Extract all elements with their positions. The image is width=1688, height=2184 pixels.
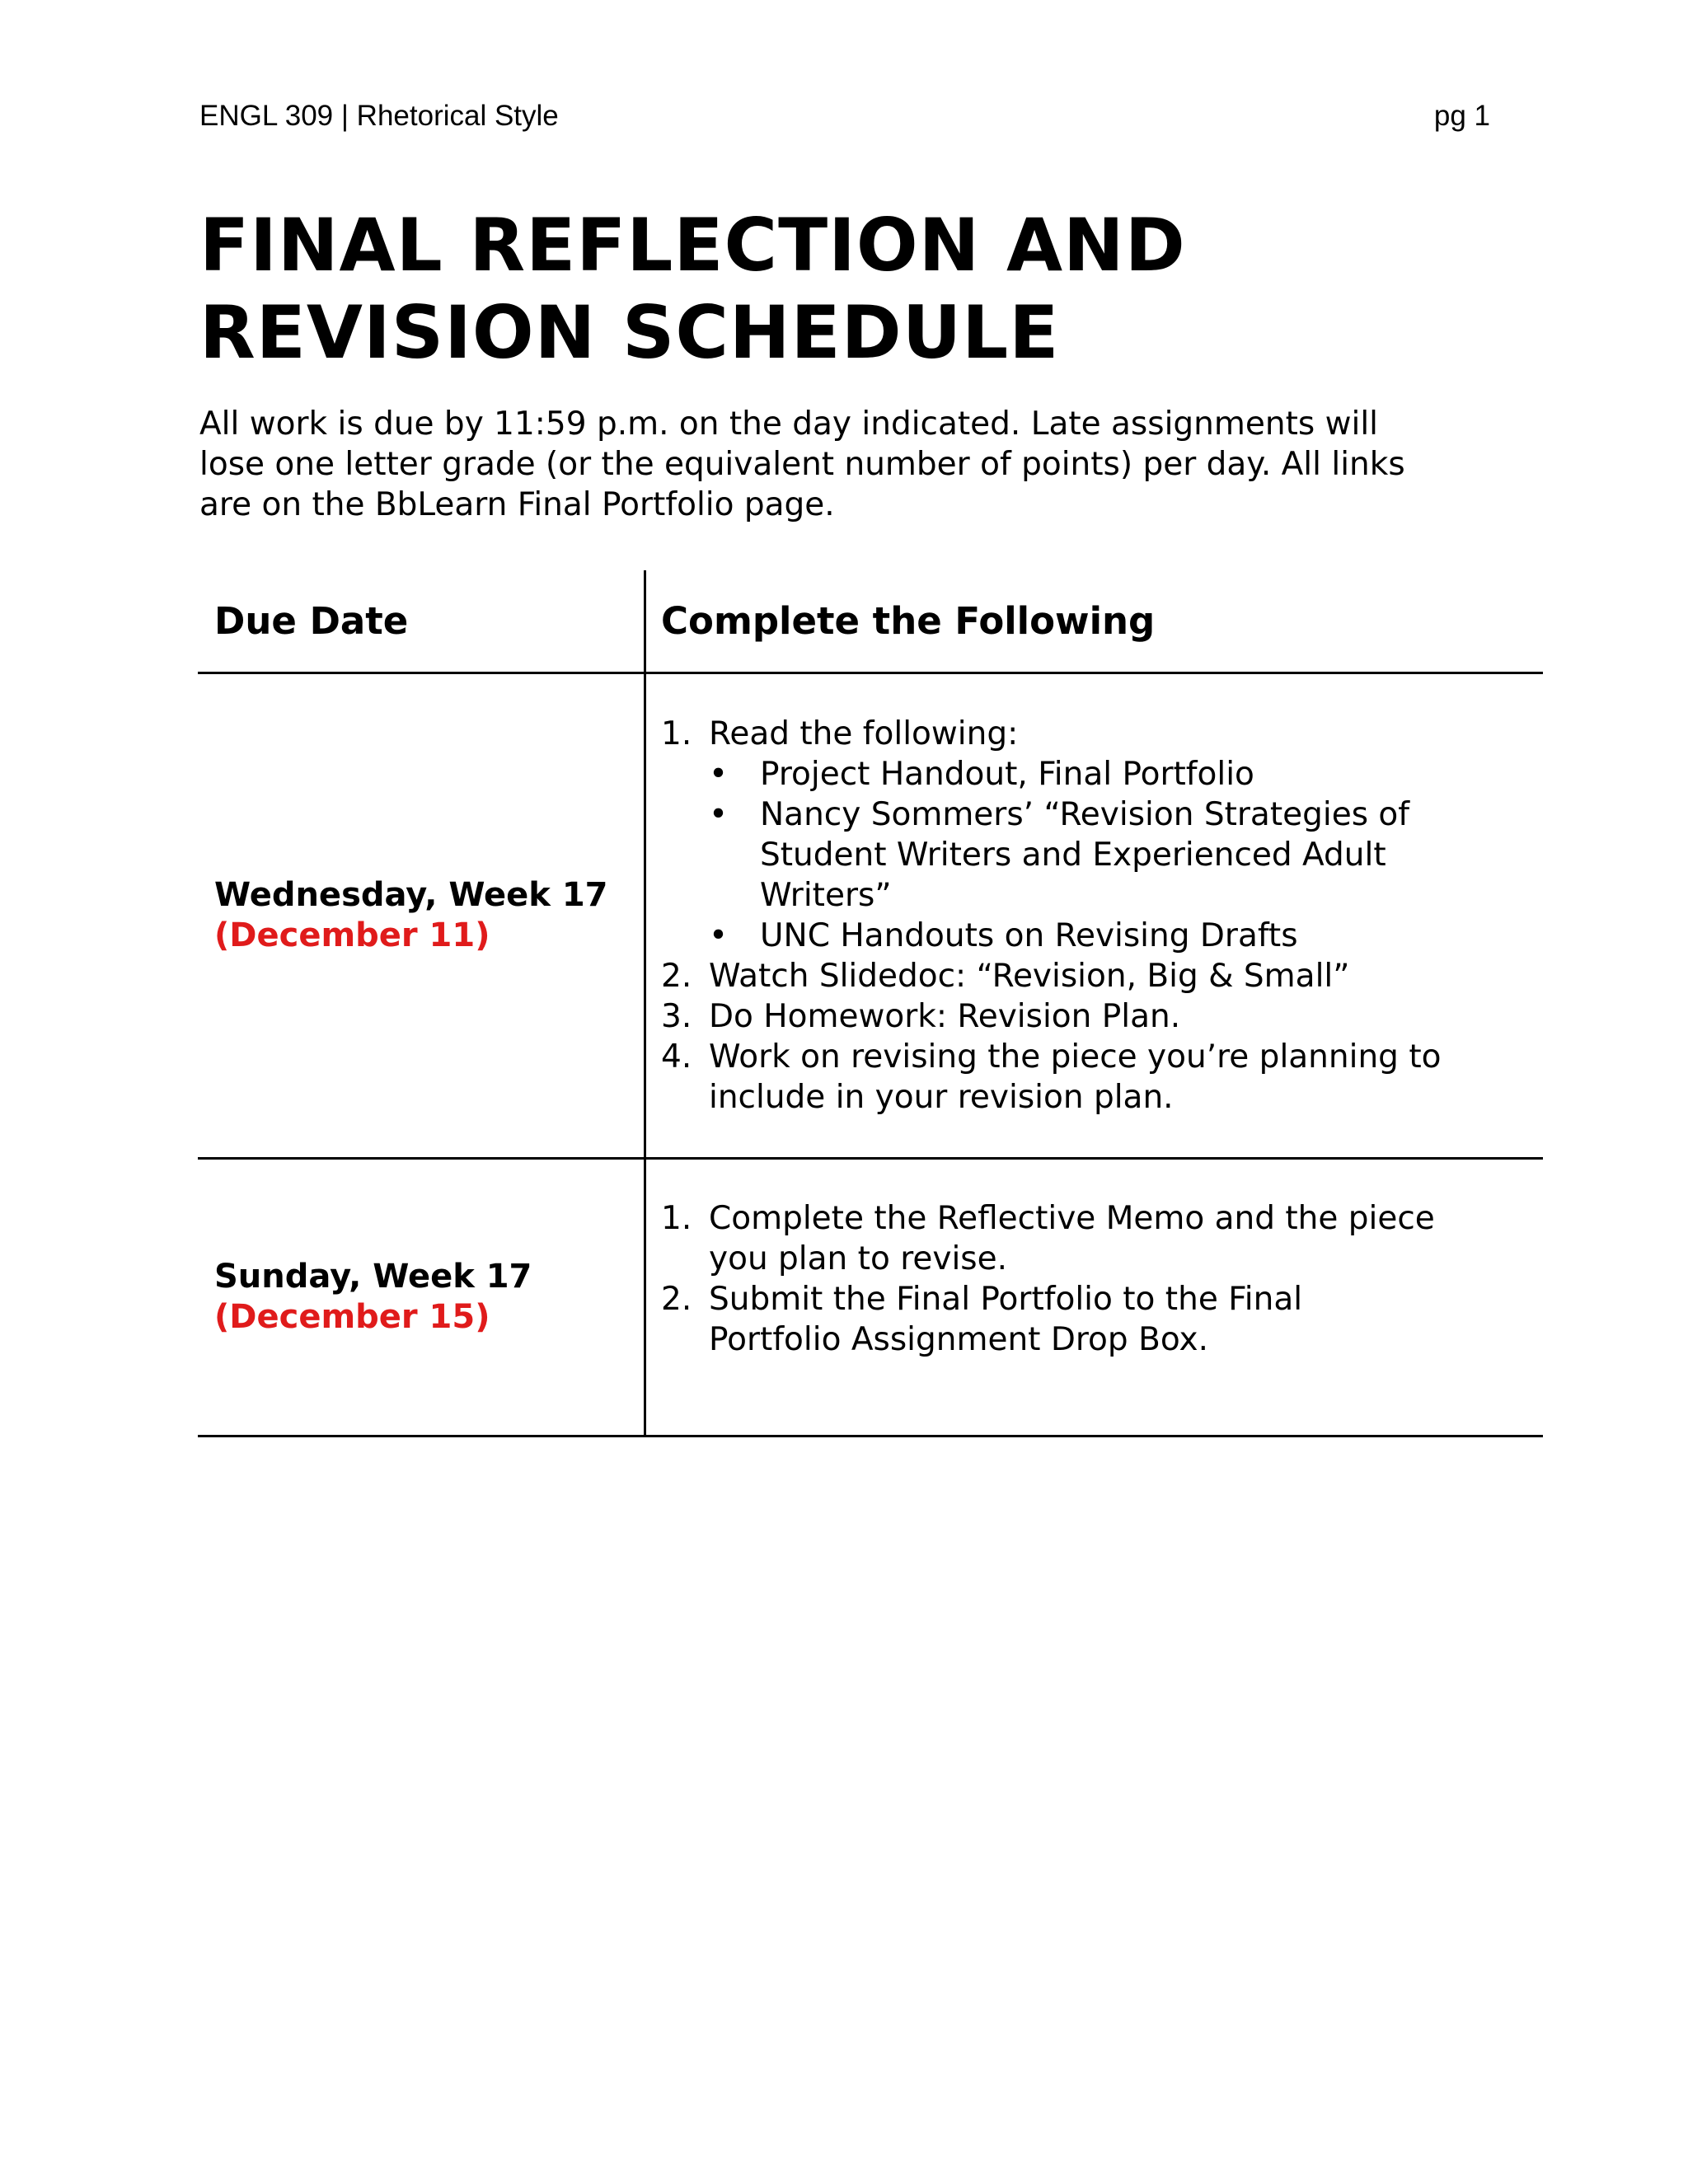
list-item <box>661 956 1541 996</box>
item-number: 1. <box>661 1200 692 1237</box>
column-header-tasks: Complete the Following <box>661 599 1156 643</box>
item-text: Submit the Final Portfolio to the Final <box>709 1281 1303 1318</box>
list-item <box>661 1037 1541 1118</box>
intro-line-3: are on the BbLearn Final Portfolio page. <box>199 486 835 523</box>
column-divider <box>644 570 646 1437</box>
due-date-detail: (December 15) <box>214 1298 490 1336</box>
item-text: Student Writers and Experienced Adult <box>760 837 1386 874</box>
task-cell <box>661 714 1541 1118</box>
bullet-icon: • <box>709 796 729 833</box>
list-item <box>661 1198 1541 1279</box>
intro-line-1: All work is due by 11:59 p.m. on the day indicated. Late assignments will <box>199 405 1378 443</box>
item-text: Read the following: <box>709 715 1019 752</box>
item-number: 4. <box>661 1038 692 1076</box>
schedule-table <box>198 570 1543 1437</box>
due-date: Wednesday, Week 17 <box>214 876 608 914</box>
list-item <box>709 754 1541 794</box>
list-item <box>709 916 1541 956</box>
due-date: Sunday, Week 17 <box>214 1258 532 1296</box>
item-text: include in your revision plan. <box>709 1079 1174 1116</box>
list-item <box>661 714 1541 956</box>
item-text: you plan to revise. <box>709 1240 1008 1277</box>
title-line-2: REVISION SCHEDULE <box>199 290 1060 375</box>
item-text: Complete the Reflective Memo and the piece <box>709 1200 1435 1237</box>
due-date-cell <box>214 674 635 1157</box>
column-header-due-date: Due Date <box>214 599 409 643</box>
task-list <box>661 1198 1541 1360</box>
intro-line-2: lose one letter grade (or the equivalent number of points) per day. All links <box>199 446 1405 483</box>
table-bottom-rule <box>198 1435 1543 1437</box>
list-item <box>661 1279 1541 1360</box>
reading-list <box>709 754 1541 956</box>
title-line-1: FINAL REFLECTION AND <box>199 203 1186 288</box>
task-list <box>661 714 1541 1118</box>
intro-paragraph <box>199 404 1518 525</box>
item-number: 3. <box>661 998 692 1035</box>
item-text: Portfolio Assignment Drop Box. <box>709 1321 1208 1358</box>
task-cell <box>661 1198 1541 1360</box>
list-item <box>661 996 1541 1037</box>
due-date-detail: (December 11) <box>214 916 490 954</box>
list-item <box>709 794 1541 916</box>
due-date-cell <box>214 1160 635 1435</box>
page-title <box>199 202 1518 377</box>
item-text: Watch Slidedoc: “Revision, Big & Small” <box>709 958 1350 995</box>
item-text: UNC Handouts on Revising Drafts <box>760 917 1298 954</box>
item-text: Project Handout, Final Portfolio <box>760 756 1254 793</box>
bullet-icon: • <box>709 756 729 793</box>
item-number: 2. <box>661 958 692 995</box>
bullet-icon: • <box>709 917 729 954</box>
item-number: 1. <box>661 715 692 752</box>
page-number: pg 1 <box>1433 100 1490 132</box>
course-header: ENGL 309 | Rhetorical Style <box>199 100 559 132</box>
item-text: Work on revising the piece you’re planning to <box>709 1038 1442 1076</box>
item-number: 2. <box>661 1281 692 1318</box>
item-text: Do Homework: Revision Plan. <box>709 998 1181 1035</box>
item-text: Writers” <box>760 877 892 914</box>
item-text: Nancy Sommers’ “Revision Strategies of <box>760 796 1409 833</box>
